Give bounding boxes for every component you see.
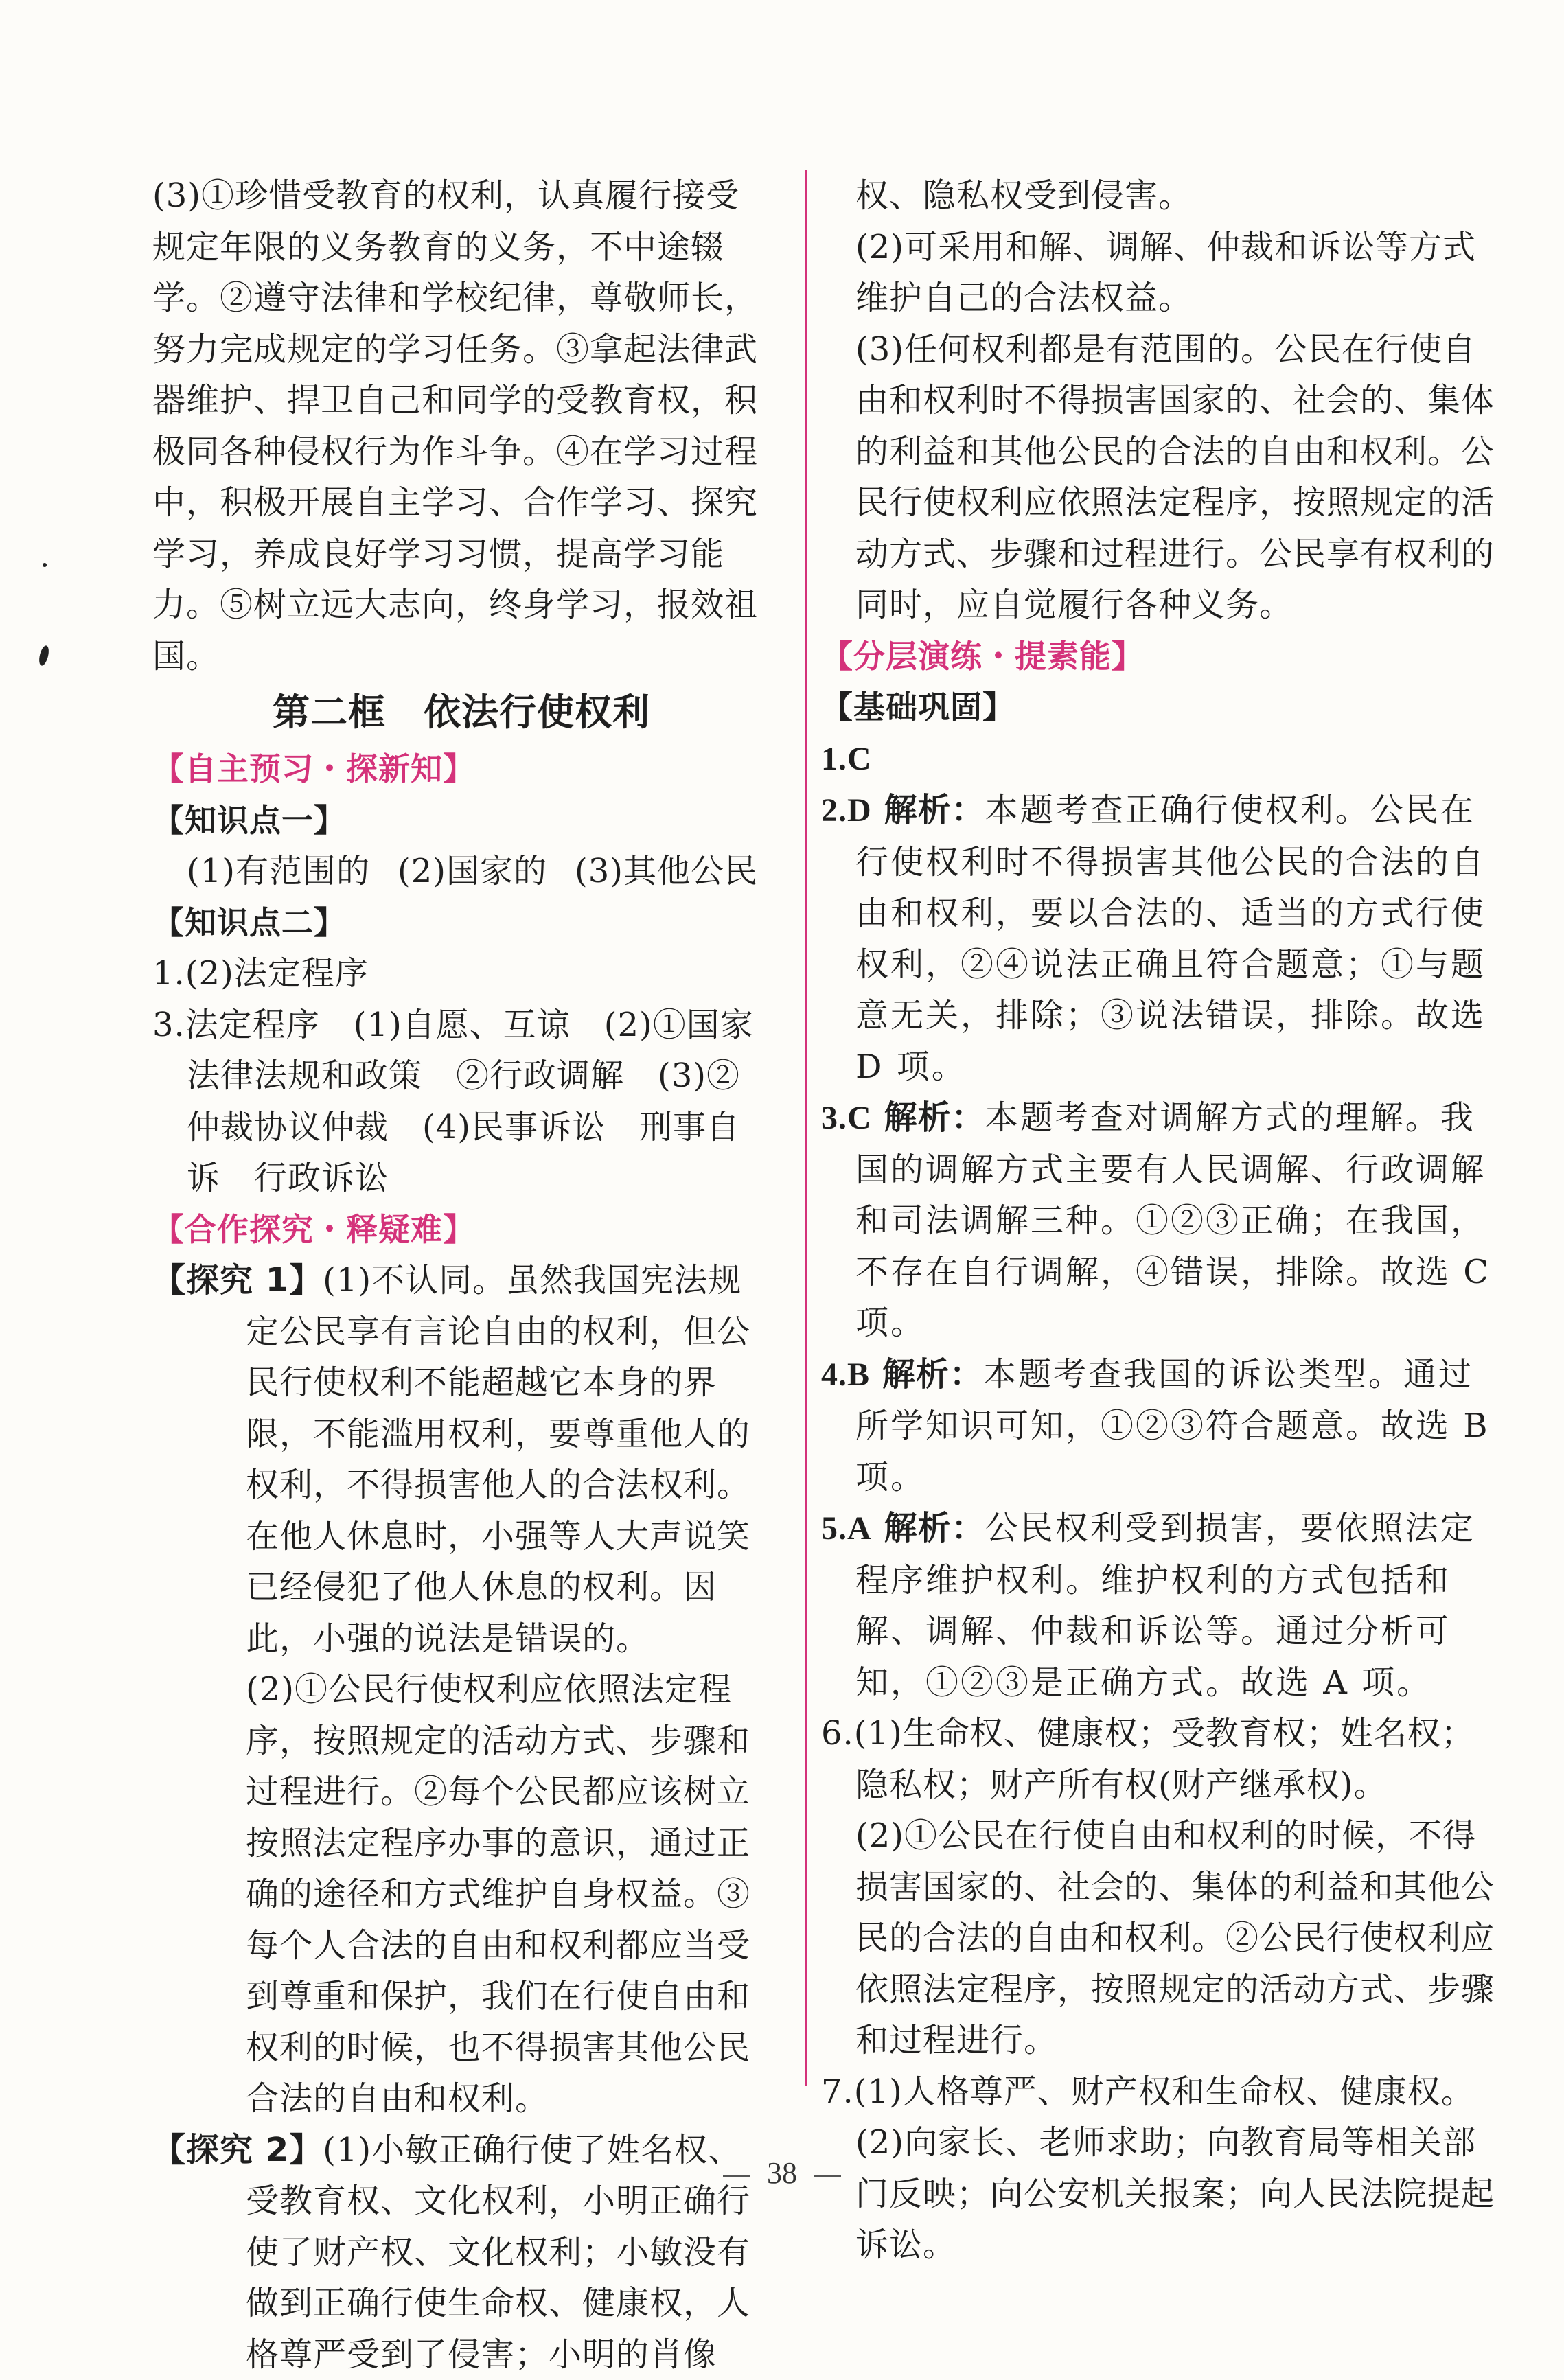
analysis-label: 解析：	[884, 1098, 985, 1137]
page-number	[0, 2156, 1564, 2191]
scan-speck	[43, 563, 47, 567]
question-7-part-1: 7.(1)人格尊严、财产权和生命权、健康权。	[821, 2066, 1508, 2118]
question-3	[821, 1092, 1508, 1349]
answer-paragraph-3: (3)任何权利都是有范围的。公民在行使自由和权利时不得损害国家的、社会的、集体的利益和其他公民的合法的自由和权利。公民行使权利应依照法定程序，按照规定的活动方式、步骤和过程进行。公民享有权利的同时，应自觉履行各种义务。	[821, 324, 1508, 631]
explore-1-label: 【探究 1】	[152, 1261, 323, 1299]
answer-paragraph-3: (3)①珍惜受教育的权利，认真履行接受规定年限的义务教育的义务，不中途辍学。②遵守法律和学校纪律，尊敬师长，努力完成规定的学习任务。③拿起法律武器维护、捍卫自己和同学的受教育权，积极同各种侵权行为作斗争。④在学习过程中，积极开展自主学习、合作学习、探究学习，养成良好学习习惯，提高学习能力。⑤树立远大志向，终身学习，报效祖国。	[152, 170, 770, 682]
analysis-label: 解析：	[884, 791, 985, 829]
section-title: 第二框 依法行使权利	[152, 682, 770, 743]
continued-text: 权、隐私权受到侵害。	[821, 170, 1508, 222]
explore-2-label: 【探究 2】	[152, 2131, 323, 2169]
heading-basic: 【基础巩固】	[821, 682, 1508, 733]
answer-3: 3.C	[821, 1100, 872, 1136]
knowledge-point-1-label: 【知识点一】	[152, 795, 770, 846]
explore-2-text: (1)小敏正确行使了姓名权、受教育权、文化权利，小明正确行使了财产权、文化权利；小敏没有做到正确行使生命权、健康权，人格尊严受到了侵害；小明的肖像	[246, 2131, 750, 2374]
kp1-item: (2)国家的	[398, 852, 547, 890]
question-1	[821, 733, 1508, 785]
kp1-item: (3)其他公民	[575, 852, 758, 890]
explore-1-text: (1)不认同。虽然我国宪法规定公民享有言论自由的权利，但公民行使权利不能超越它本身的界限，不能滥用权利，要尊重他人的权利，不得损害他人的合法权利。在他人休息时，小强等人大声说笑已经侵犯了他人休息的权利。因此，小强的说法是错误的。	[246, 1261, 750, 1658]
question-2	[821, 785, 1508, 1092]
kp2-answer-3: 3.法定程序 (1)自愿、互谅 (2)①国家法律法规和政策 ②行政调解 (3)②仲裁协议仲裁 (4)民事诉讼 刑事自诉 行政诉讼	[152, 1000, 770, 1204]
knowledge-point-1-items	[152, 846, 770, 897]
analysis-label: 解析：	[882, 1355, 983, 1394]
answer-1: 1.C	[821, 741, 872, 777]
left-column	[152, 170, 770, 2380]
analysis-text: 本题考查正确行使权利。公民在行使权利时不得损害其他公民的合法的自由和权利，要以合法的、适当的方式行使权利，②④说法正确且符合题意；①与题意无关，排除；③说法错误，排除。故选 D 项。	[855, 791, 1486, 1086]
question-6-part-2: (2)①公民在行使自由和权利的时候，不得损害国家的、社会的、集体的利益和其他公民的合法的自由和权利。②公民行使权利应依照法定程序，按照规定的活动方式、步骤和过程进行。	[821, 1810, 1508, 2066]
analysis-label: 解析：	[884, 1509, 985, 1547]
explore-1-paragraph-2: (2)①公民行使权利应依照法定程序，按照规定的活动方式、步骤和过程进行。②每个公民都应该树立按照法定程序办事的意识，通过正确的途径和方式维护自身权益。③每个人合法的自由和权利都应当受到尊重和保护，我们在行使自由和权利的时候，也不得损害其他公民合法的自由和权利。	[152, 1664, 770, 2125]
scan-speck	[38, 645, 51, 667]
question-4	[821, 1349, 1508, 1503]
answer-2: 2.D	[821, 792, 872, 829]
question-6-part-1: 6.(1)生命权、健康权；受教育权；姓名权；隐私权；财产所有权(财产继承权)。	[821, 1708, 1508, 1810]
answer-4: 4.B	[821, 1356, 870, 1393]
heading-cooperation: 【合作探究・释疑难】	[152, 1204, 770, 1256]
kp2-answer-1: 1.(2)法定程序	[152, 948, 770, 1000]
heading-preview: 【自主预习・探新知】	[152, 743, 770, 795]
analysis-text: 本题考查对调解方式的理解。我国的调解方式主要有人民调解、行政调解和司法调解三种。①②③正确；在我国，不存在自行调解，④错误，排除。故选 C 项。	[855, 1098, 1491, 1342]
page-number-text: 38	[767, 2156, 797, 2190]
column-divider	[805, 170, 807, 2086]
answer-paragraph-2: (2)可采用和解、调解、仲裁和诉讼等方式维护自己的合法权益。	[821, 222, 1508, 324]
answer-5: 5.A	[821, 1510, 872, 1547]
question-7-part-2: (2)向家长、老师求助；向教育局等相关部门反映；向公安机关报案；向人民法院提起诉讼。	[821, 2117, 1508, 2271]
explore-1-paragraph-1	[152, 1255, 770, 1664]
heading-practice: 【分层演练・提素能】	[821, 631, 1508, 682]
right-column	[821, 170, 1508, 2271]
analysis-text: 公民权利受到损害，要依照法定程序维护权利。维护权利的方式包括和解、调解、仲裁和诉讼等。通过分析可知，①②③是正确方式。故选 A 项。	[855, 1509, 1475, 1702]
kp1-item: (1)有范围的	[187, 852, 370, 890]
knowledge-point-2-label: 【知识点二】	[152, 897, 770, 949]
analysis-text: 本题考查我国的诉讼类型。通过所学知识可知，①②③符合题意。故选 B 项。	[855, 1355, 1490, 1497]
question-5	[821, 1503, 1508, 1708]
